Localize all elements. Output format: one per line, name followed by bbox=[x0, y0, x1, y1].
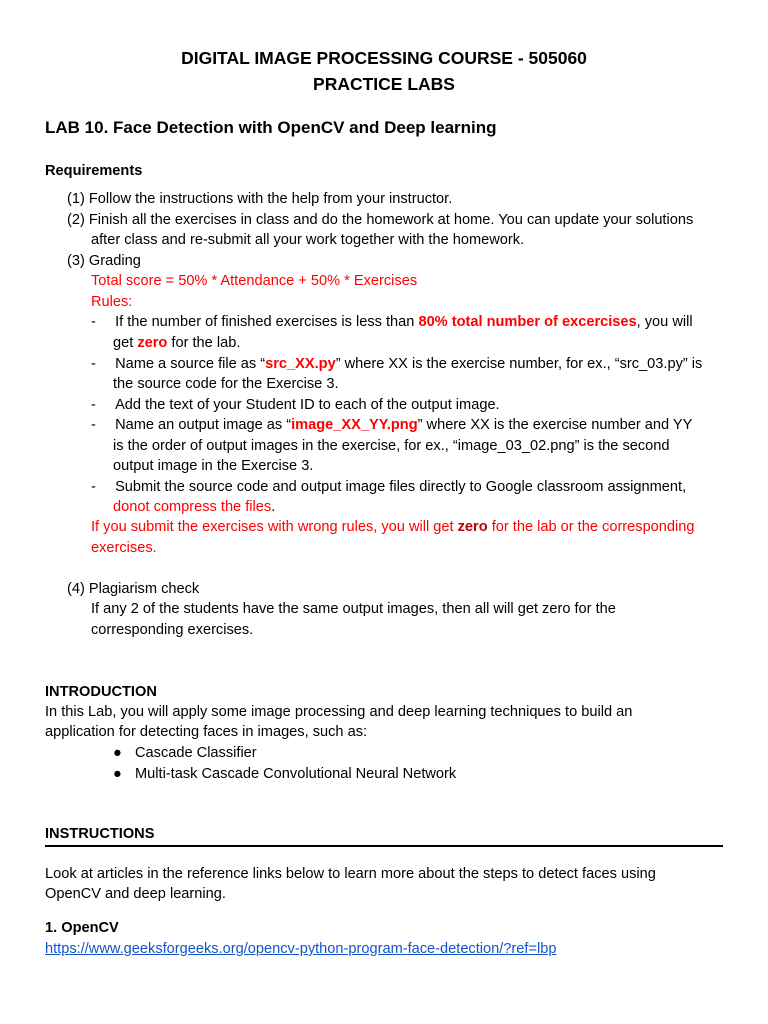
section-opencv-title: 1. OpenCV bbox=[45, 920, 119, 936]
requirement-item-1: (1) Follow the instructions with the help from your instructor. bbox=[67, 191, 453, 207]
rule-3 bbox=[91, 395, 500, 416]
rule-1-cont-pre: get bbox=[113, 335, 138, 351]
rule-2-text: Name a source file as “ bbox=[115, 356, 266, 372]
rules-label: Rules: bbox=[91, 294, 133, 310]
warning-cont: exercises. bbox=[91, 540, 157, 556]
total-score-text: Total score = 50% * Attendance + 50% * Exercises bbox=[91, 273, 418, 289]
instructions-line-2: OpenCV and deep learning. bbox=[45, 886, 226, 902]
warning-pre: If you submit the exercises with wrong rules, you will get bbox=[91, 519, 458, 535]
dash-marker: - bbox=[91, 356, 96, 372]
rule-4-cont-2: output image in the Exercise 3. bbox=[113, 458, 314, 474]
rule-1-text: If the number of finished exercises is less than bbox=[115, 314, 419, 330]
course-title: DIGITAL IMAGE PROCESSING COURSE - 505060 bbox=[181, 48, 587, 68]
rule-2 bbox=[91, 354, 702, 375]
rule-1-cont-post: for the lab. bbox=[167, 335, 241, 351]
dash-marker: - bbox=[91, 397, 96, 413]
instructions-line-1: Look at articles in the reference links below to learn more about the steps to detect faces using bbox=[45, 866, 656, 882]
dash-marker: - bbox=[91, 314, 96, 330]
introduction-line-1: In this Lab, you will apply some image processing and deep learning techniques to build an bbox=[45, 704, 633, 720]
rule-5-cont bbox=[113, 497, 275, 518]
list-item bbox=[113, 764, 456, 785]
rule-4-highlight: image_XX_YY.png bbox=[291, 417, 418, 433]
rule-4 bbox=[91, 415, 692, 436]
requirement-item-2: (2) Finish all the exercises in class and do the homework at home. You can update your solutions bbox=[67, 212, 694, 228]
rule-2-post: ” where XX is the exercise number, for ex., “src_03.py” is bbox=[335, 356, 703, 372]
bullet-icon: ● bbox=[113, 766, 122, 782]
warning-post: for the lab or the corresponding bbox=[487, 519, 695, 535]
course-subtitle: PRACTICE LABS bbox=[313, 74, 455, 94]
rule-1-cont bbox=[113, 333, 240, 354]
introduction-line-2: application for detecting faces in images, such as: bbox=[45, 724, 368, 740]
plagiarism-text: If any 2 of the students have the same output images, then all will get zero for the bbox=[91, 601, 616, 617]
warning-zero: zero bbox=[457, 519, 488, 535]
rule-5-text: Submit the source code and output image files directly to Google classroom assignment, bbox=[115, 479, 687, 495]
requirements-heading: Requirements bbox=[45, 163, 143, 179]
bullet-icon: ● bbox=[113, 745, 122, 761]
rule-2-cont: the source code for the Exercise 3. bbox=[113, 376, 339, 392]
lab-title: LAB 10. Face Detection with OpenCV and Deep learning bbox=[45, 118, 497, 137]
requirement-item-4: (4) Plagiarism check bbox=[67, 581, 200, 597]
rule-4-text: Name an output image as “ bbox=[115, 417, 292, 433]
rule-1 bbox=[91, 312, 693, 333]
rule-1-post: , you will bbox=[636, 314, 693, 330]
rule-4-cont: is the order of output images in the exercise, for ex., “image_03_02.png” is the second bbox=[113, 438, 670, 454]
warning-text bbox=[91, 517, 695, 538]
list-item-text: Multi-task Cascade Convolutional Neural Network bbox=[135, 766, 457, 782]
list-item-text: Cascade Classifier bbox=[135, 745, 257, 761]
rule-2-highlight: src_XX.py bbox=[265, 356, 336, 372]
instructions-heading: INSTRUCTIONS bbox=[45, 826, 155, 842]
rule-5 bbox=[91, 477, 686, 498]
rule-5-post: . bbox=[271, 499, 276, 515]
rule-1-highlight: 80% total number of excercises bbox=[418, 314, 637, 330]
rule-1-zero: zero bbox=[137, 335, 168, 351]
requirement-item-3: (3) Grading bbox=[67, 253, 141, 269]
rule-5-red: donot compress the files bbox=[113, 499, 272, 515]
plagiarism-text-cont: corresponding exercises. bbox=[91, 622, 254, 638]
section-divider bbox=[45, 845, 723, 847]
rule-4-post: ” where XX is the exercise number and YY bbox=[417, 417, 693, 433]
requirement-item-2-cont: after class and re-submit all your work together with the homework. bbox=[91, 232, 525, 248]
opencv-reference-link[interactable]: https://www.geeksforgeeks.org/opencv-python-program-face-detection/?ref=lbp bbox=[45, 941, 557, 957]
list-item bbox=[113, 743, 257, 764]
rule-3-text: Add the text of your Student ID to each of the output image. bbox=[115, 397, 500, 413]
dash-marker: - bbox=[91, 417, 96, 433]
dash-marker: - bbox=[91, 479, 96, 495]
introduction-heading: INTRODUCTION bbox=[45, 684, 157, 700]
